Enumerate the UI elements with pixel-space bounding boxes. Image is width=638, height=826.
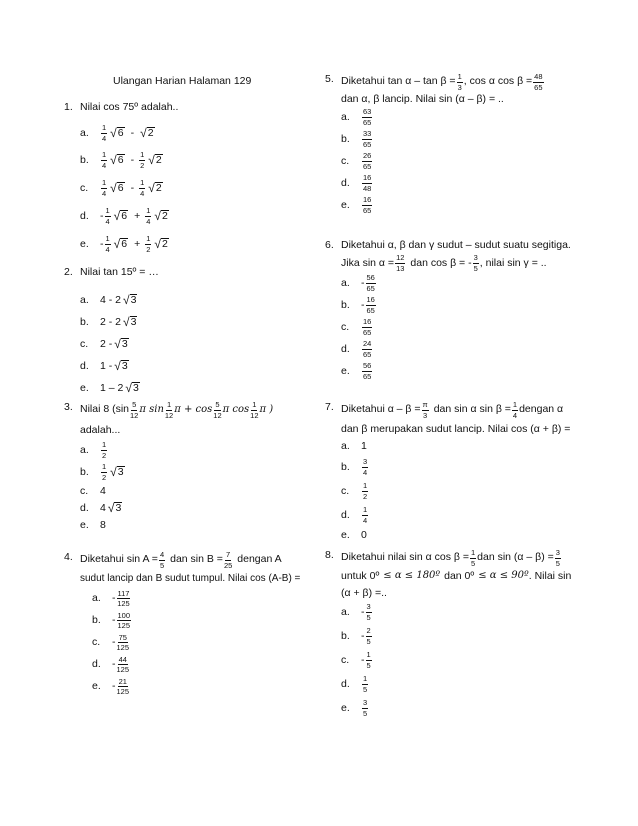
question-8	[325, 548, 611, 720]
question-6	[325, 239, 611, 382]
sqrt-symbol: √ 6	[113, 209, 128, 224]
option-d: d. $\frac{16}{48}$	[341, 173, 372, 193]
option-b: b. $\frac{1}{4}$ √ 6 - $\frac{1}{2}$ √ 2	[80, 150, 162, 170]
option-e: e. $\frac{3}{5}$	[341, 698, 368, 718]
options-list	[80, 289, 342, 399]
option-c: c. - $\frac{1}{5}$	[341, 650, 371, 670]
option-a: a. 1	[341, 440, 367, 453]
option-e: e. 8	[80, 518, 106, 531]
sqrt-symbol: √ 2	[148, 181, 162, 196]
question-stem: Diketahui α – β = $\frac{\pi}{3}$ dan sin α sin β = $\frac{1}{4}$ dengan α	[341, 400, 564, 420]
options-list	[80, 588, 320, 698]
options-list	[80, 120, 342, 258]
sqrt-symbol: √ 2	[154, 237, 168, 252]
question-5	[325, 72, 611, 216]
option-b: b. $\frac{1}{2}$ √ 3	[80, 462, 124, 482]
option-a: a. $\frac{1}{4}$ √ 6 - √ 2	[80, 123, 154, 143]
sqrt-symbol: √ 3	[123, 293, 137, 308]
option-d: d. $\frac{1}{5}$	[341, 674, 368, 694]
option-d: d. $\frac{24}{65}$	[341, 339, 372, 359]
question-stem: Nilai tan 15º = …	[80, 266, 159, 278]
option-d: d. 1 - √ 3	[80, 359, 128, 374]
option-b: b. - $\frac{100}{125}$	[92, 610, 131, 630]
option-e: e. 1 – 2 √ 3	[80, 381, 139, 396]
question-4	[64, 550, 320, 698]
question-stem-cont: untuk 0º ≤ α ≤ 180º dan 0º ≤ α ≤ 90º . Nilai sin	[341, 570, 572, 582]
option-e: e. $\frac{56}{65}$	[341, 361, 372, 381]
sqrt-symbol: √ 3	[123, 315, 137, 330]
sqrt-symbol: √ 3	[125, 381, 139, 396]
option-a: a. - $\frac{117}{125}$	[92, 588, 130, 608]
option-a: a. - $\frac{56}{65}$	[341, 273, 375, 293]
sqrt-symbol: √ 6	[110, 153, 124, 168]
question-stem: Nilai 8 (sin $\frac{5}{12}$ π sin $\frac{1}{12}$ π + cos $\frac{5}{12}$ π cos $\frac{1}{12}$ π )	[80, 400, 274, 420]
question-7	[325, 400, 611, 544]
question-stem-cont: Jika sin α = $\frac{12}{13}$ dan cos β = - $\frac{3}{5}$ , nilai sin γ = ..	[341, 253, 547, 273]
option-a: a. 4 - 2 √ 3	[80, 293, 137, 308]
question-stem-cont: dan β merupakan sudut lancip. Nilai cos (α + β) =	[341, 423, 571, 435]
sqrt-symbol: √ 3	[110, 465, 124, 480]
question-stem: Diketahui nilai sin α cos β = $\frac{1}{5}$ dan sin (α – β) = $\frac{3}{5}$	[341, 548, 560, 568]
option-b: b. 2 - 2 √ 3	[80, 315, 137, 330]
question-number: 1.	[64, 101, 73, 113]
question-stem-cont: sudut lancip dan B sudut tumpul. Nilai cos (A-B) =	[80, 573, 301, 584]
option-d: d. $\frac{1}{4}$	[341, 505, 368, 525]
question-number: 4.	[64, 551, 73, 563]
option-e: e. 0	[341, 529, 367, 542]
option-e: e. $\frac{16}{65}$	[341, 195, 372, 215]
option-c: c. - $\frac{75}{125}$	[92, 632, 130, 652]
options-list	[80, 439, 320, 533]
page-title: Ulangan Harian Halaman 129	[113, 75, 252, 87]
question-stem: Diketahui tan α – tan β = $\frac{1}{3}$ , cos α cos β = $\frac{48}{65}$	[341, 72, 543, 92]
question-stem: Diketahui sin A = $\frac{4}{5}$ dan sin B = $\frac{7}{25}$ dengan A	[80, 550, 282, 570]
option-c: c. $\frac{26}{65}$	[341, 151, 372, 171]
option-c: c. 4	[80, 484, 106, 497]
question-number: 5.	[325, 73, 334, 85]
sqrt-symbol: √ 6	[110, 181, 124, 196]
option-a: a. $\frac{63}{65}$	[341, 107, 372, 127]
options-list	[341, 600, 611, 720]
question-stem-cont: adalah...	[80, 424, 121, 436]
question-1	[64, 101, 342, 258]
option-a: a. - $\frac{3}{5}$	[341, 602, 371, 622]
option-b: b. $\frac{3}{4}$	[341, 457, 368, 477]
question-number: 2.	[64, 266, 73, 278]
option-d: d. 4 √ 3	[80, 501, 122, 516]
sqrt-symbol: √ 6	[113, 237, 128, 252]
sqrt-symbol: √ 3	[107, 501, 122, 516]
sqrt-symbol: √ 2	[154, 209, 168, 224]
sqrt-symbol: √ 6	[110, 126, 124, 141]
question-stem: Nilai cos 75º adalah..	[80, 101, 179, 113]
option-c: c. $\frac{16}{65}$	[341, 317, 372, 337]
option-a: a. $\frac{1}{2}$	[80, 440, 107, 460]
option-b: b. $\frac{33}{65}$	[341, 129, 372, 149]
sqrt-symbol: √ 3	[114, 337, 128, 352]
option-d: d. - $\frac{44}{125}$	[92, 654, 130, 674]
option-c: c. $\frac{1}{2}$	[341, 481, 368, 501]
options-list	[341, 272, 611, 382]
sqrt-symbol: √ 3	[114, 359, 128, 374]
question-number: 7.	[325, 401, 334, 413]
option-e: e. - $\frac{1}{4}$ √ 6 + $\frac{1}{2}$ √ 2	[80, 234, 168, 254]
option-c: c. $\frac{1}{4}$ √ 6 - $\frac{1}{4}$ √ 2	[80, 178, 162, 198]
options-list	[341, 106, 611, 216]
option-b: b. - $\frac{2}{5}$	[341, 626, 371, 646]
question-stem-cont-2: (α + β) =..	[341, 587, 387, 600]
options-list	[341, 438, 611, 544]
question-number: 8.	[325, 549, 334, 561]
option-e: e. - $\frac{21}{125}$	[92, 676, 130, 696]
question-stem-cont: dan α, β lancip. Nilai sin (α – β) = ..	[341, 93, 504, 105]
option-b: b. - $\frac{16}{65}$	[341, 295, 375, 315]
question-stem: Diketahui α, β dan γ sudut – sudut suatu segitiga.	[341, 239, 571, 251]
option-c: c. 2 - √ 3	[80, 337, 128, 352]
option-d: d. - $\frac{1}{4}$ √ 6 + $\frac{1}{4}$ √ 2	[80, 206, 168, 226]
sqrt-symbol: √ 2	[148, 153, 162, 168]
sqrt-symbol: √ 2	[140, 126, 154, 141]
question-2	[64, 266, 342, 399]
question-number: 6.	[325, 239, 334, 251]
question-3	[64, 400, 320, 533]
question-number: 3.	[64, 401, 73, 413]
